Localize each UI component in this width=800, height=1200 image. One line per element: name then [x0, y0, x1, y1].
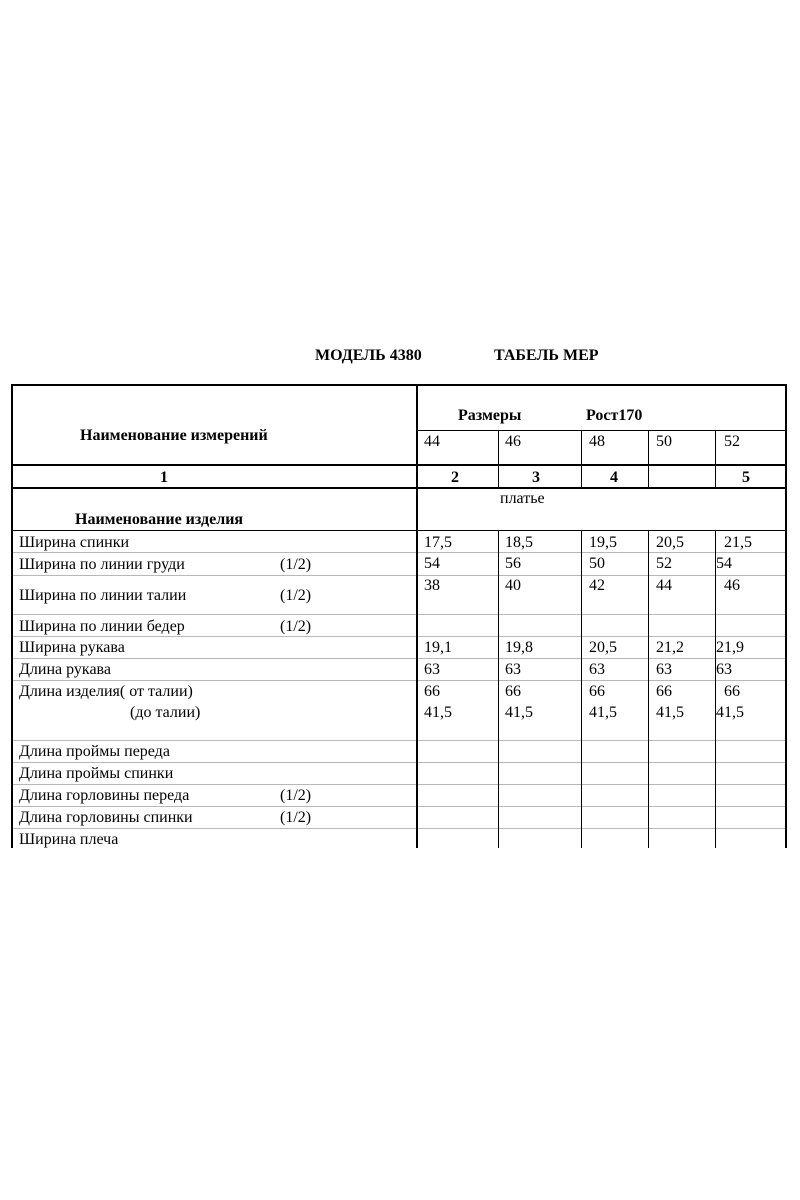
- row-value: 21,9: [716, 639, 744, 656]
- row-value: 66: [656, 683, 672, 700]
- size-column-border: [581, 530, 582, 848]
- row-value: 21,5: [724, 534, 752, 551]
- row-value: 63: [716, 661, 732, 678]
- row-value: 66: [589, 683, 605, 700]
- row-value: 63: [505, 661, 521, 678]
- row-value: 42: [589, 577, 605, 594]
- size-column-border: [648, 430, 649, 488]
- row-label: Ширина по линии груди: [19, 556, 185, 573]
- size-48: 48: [589, 433, 605, 450]
- row-value: 41,5: [424, 704, 452, 721]
- table-title: ТАБЕЛЬ МЕР: [494, 347, 599, 364]
- row-label: Длина проймы спинки: [19, 765, 174, 782]
- row-value: 20,5: [656, 534, 684, 551]
- row-label: Ширина по линии талии: [19, 587, 187, 604]
- row-line: [11, 614, 787, 615]
- size-52: 52: [724, 433, 740, 450]
- row-label: Ширина спинки: [19, 534, 130, 551]
- row-line: [11, 806, 787, 807]
- size-column-border: [581, 430, 582, 488]
- table-top-border: [11, 384, 787, 386]
- row-label: Длина изделия( от талии): [19, 683, 193, 700]
- table-left-border: [11, 384, 13, 848]
- row-line: [11, 575, 787, 576]
- row-value: 66: [724, 683, 740, 700]
- row-value: 19,5: [589, 534, 617, 551]
- size-column-border: [498, 530, 499, 848]
- row-value: 63: [656, 661, 672, 678]
- header-bottom-border: [11, 464, 787, 466]
- sizes-header-divider: [418, 430, 787, 431]
- row-label: Ширина плеча: [19, 831, 119, 848]
- row-note: (1/2): [280, 556, 312, 573]
- row-value: 63: [589, 661, 605, 678]
- row-note: (1/2): [280, 618, 312, 635]
- number-row-bottom-border: [11, 487, 787, 489]
- row-value: 66: [505, 683, 521, 700]
- row-line: [11, 658, 787, 659]
- height-label: Рост170: [586, 407, 643, 424]
- column-number: 3: [532, 469, 540, 486]
- product-header: Наименование изделия: [75, 511, 244, 528]
- row-label: Ширина по линии бедер: [19, 618, 185, 635]
- measure-header: Наименование измерений: [80, 427, 268, 444]
- row-note: (1/2): [280, 587, 312, 604]
- sizes-label: Размеры: [458, 407, 522, 424]
- table-right-border: [785, 384, 787, 848]
- row-value: 54: [424, 555, 440, 572]
- row-value: 40: [505, 577, 521, 594]
- row-value: 38: [424, 577, 440, 594]
- row-value: 41,5: [716, 704, 744, 721]
- row-note: (1/2): [280, 809, 312, 826]
- row-line: [11, 828, 787, 829]
- row-value: 52: [656, 555, 672, 572]
- row-value: 19,8: [505, 639, 533, 656]
- row-value: 44: [656, 577, 672, 594]
- row-value: 50: [589, 555, 605, 572]
- size-46: 46: [505, 433, 521, 450]
- product-row-bottom-border: [11, 530, 787, 531]
- row-value: 41,5: [505, 704, 533, 721]
- size-44: 44: [424, 433, 440, 450]
- row-line: [11, 552, 787, 553]
- row-value: 41,5: [589, 704, 617, 721]
- row-value: 56: [505, 555, 521, 572]
- row-line: [11, 784, 787, 785]
- row-label: Длина проймы переда: [19, 743, 170, 760]
- row-value: 18,5: [505, 534, 533, 551]
- row-line: [11, 762, 787, 763]
- row-sublabel: (до талии): [130, 704, 201, 721]
- size-50: 50: [656, 433, 672, 450]
- row-line: [11, 680, 787, 681]
- column-number: 2: [451, 469, 459, 486]
- product-name: платье: [500, 490, 545, 507]
- row-label: Длина горловины переда: [19, 787, 190, 804]
- column-number: 4: [610, 469, 618, 486]
- row-value: 21,2: [656, 639, 684, 656]
- row-value: 46: [724, 577, 740, 594]
- row-line: [11, 636, 787, 637]
- row-label: Ширина рукава: [19, 639, 125, 656]
- size-column-border: [715, 430, 716, 488]
- row-line: [11, 740, 787, 741]
- row-label: Длина рукава: [19, 661, 111, 678]
- row-value: 17,5: [424, 534, 452, 551]
- row-value: 63: [424, 661, 440, 678]
- row-value: 19,1: [424, 639, 452, 656]
- column-number: 5: [742, 469, 750, 486]
- model-title: МОДЕЛЬ 4380: [315, 347, 422, 364]
- row-value: 54: [716, 555, 732, 572]
- row-value: 20,5: [589, 639, 617, 656]
- row-note: (1/2): [280, 787, 312, 804]
- size-column-border: [498, 430, 499, 488]
- row-value: 41,5: [656, 704, 684, 721]
- label-column-border: [416, 384, 418, 848]
- column-number: 1: [160, 469, 168, 486]
- row-value: 66: [424, 683, 440, 700]
- size-column-border: [648, 530, 649, 848]
- size-column-border: [715, 530, 716, 848]
- row-label: Длина горловины спинки: [19, 809, 193, 826]
